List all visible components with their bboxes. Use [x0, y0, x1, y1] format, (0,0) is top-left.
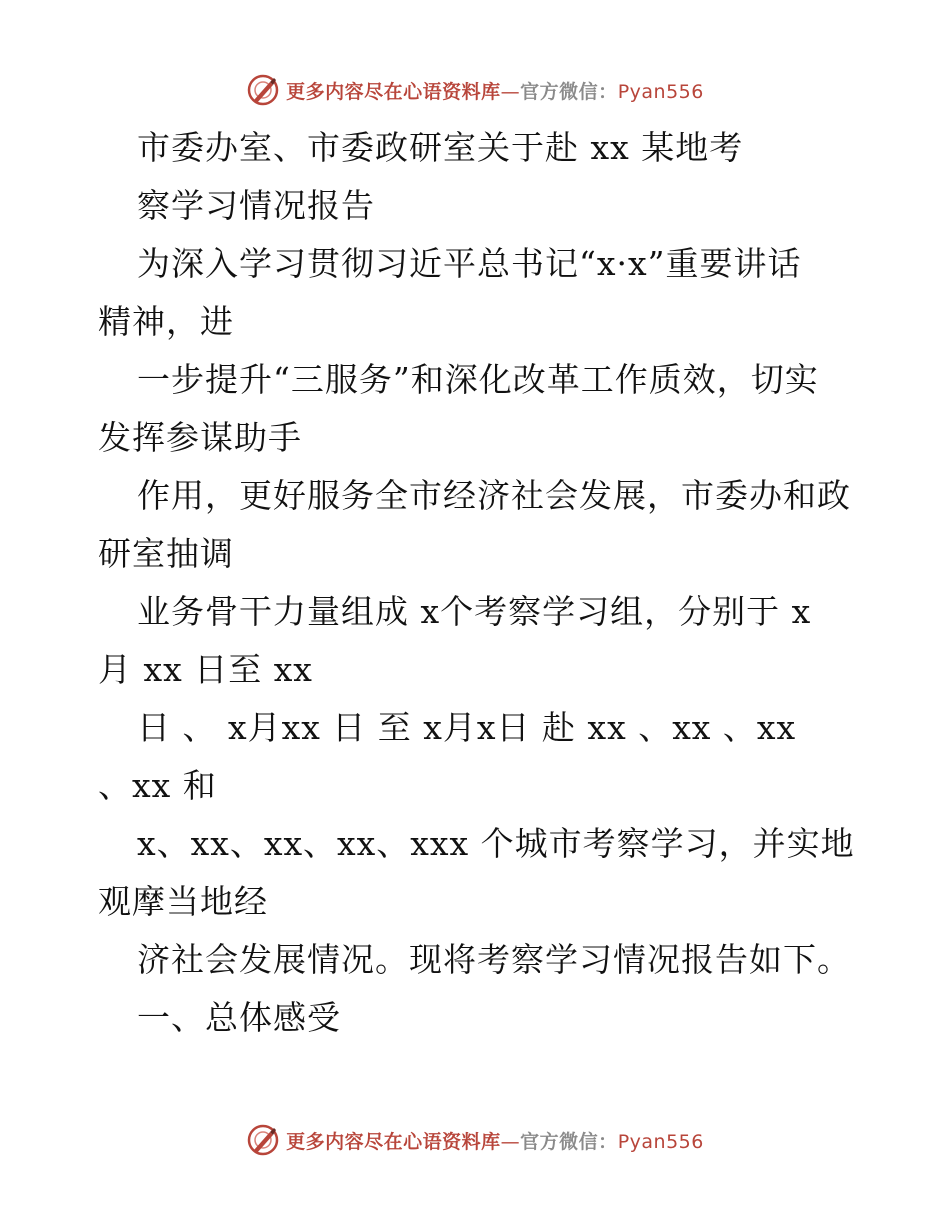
- watermark-label: 官方微信：: [520, 1130, 618, 1153]
- text-line: 业务骨干力量组成 x个考察学习组，分别于 x: [137, 592, 812, 631]
- text-line: 月 xx 日至 xx: [98, 650, 313, 689]
- pen-circle-logo-icon: [246, 1123, 280, 1157]
- text-line: 发挥参谋助手: [98, 418, 302, 457]
- watermark-label: 官方微信：: [520, 80, 618, 103]
- watermark-separator: —: [500, 1130, 521, 1153]
- watermark-main-text: 更多内容尽在心语资料库: [286, 1130, 501, 1153]
- section-heading: 一、总体感受: [137, 998, 341, 1037]
- header-watermark: [0, 70, 950, 110]
- watermark-main-text: 更多内容尽在心语资料库: [286, 80, 501, 103]
- pen-circle-logo-icon: [246, 73, 280, 107]
- text-line: 日 、 x月xx 日 至 x月x日 赴 xx 、xx 、xx: [137, 708, 797, 747]
- text-line: x、xx、xx、xx、xxx 个城市考察学习，并实地: [137, 824, 855, 863]
- text-line: 济社会发展情况。现将考察学习情况报告如下。: [137, 940, 851, 979]
- text-line: 市委办室、市委政研室关于赴 xx 某地考: [137, 128, 744, 167]
- text-line: 研室抽调: [98, 534, 234, 573]
- footer-watermark: [0, 1120, 950, 1160]
- text-line: 观摩当地经: [98, 882, 268, 921]
- watermark-id: Pyan556: [617, 1130, 704, 1153]
- text-line: 作用，更好服务全市经济社会发展，市委办和政: [137, 476, 851, 515]
- text-line: 察学习情况报告: [137, 186, 375, 225]
- text-line: 为深入学习贯彻习近平总书记“x·x”重要讲话: [137, 244, 802, 283]
- text-line: 、xx 和: [98, 766, 217, 805]
- text-line: 精神，进: [98, 302, 234, 341]
- text-line: 一步提升“三服务”和深化改革工作质效，切实: [137, 360, 819, 399]
- watermark-separator: —: [500, 80, 521, 103]
- watermark-id: Pyan556: [617, 80, 704, 103]
